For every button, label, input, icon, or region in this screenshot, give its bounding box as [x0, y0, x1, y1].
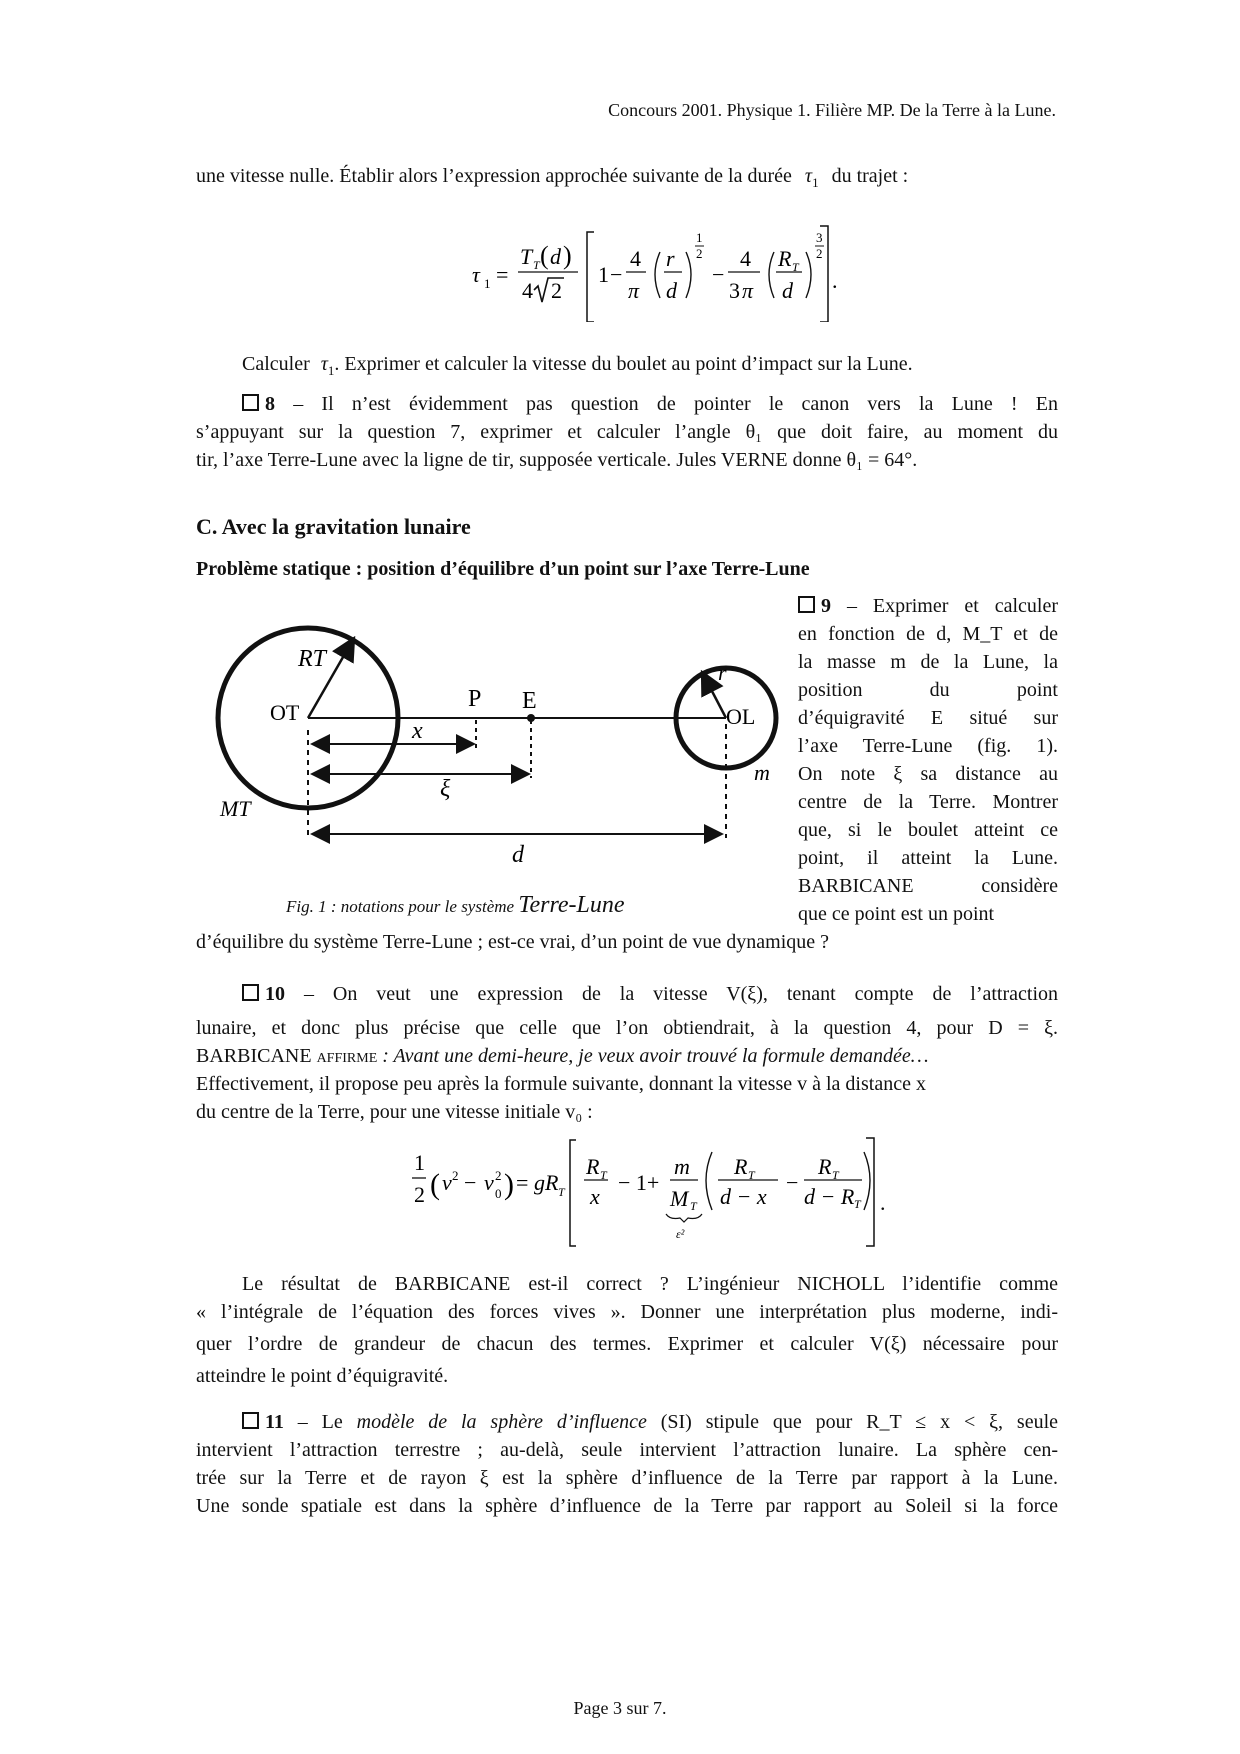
intro-paragraph: une vitesse nulle. Établir alors l’expression approchée suivante de la durée $\tau_1$ du trajet :: [196, 165, 909, 190]
svg-text:gR: gR: [534, 1170, 559, 1195]
checkbox-icon: [242, 394, 259, 411]
svg-text:R: R: [734, 1154, 748, 1179]
q10-line5: du centre de la Terre, pour une vitesse initiale v₀ :: [196, 1101, 593, 1123]
svg-text:2: 2: [495, 1168, 502, 1183]
calc-pre-text: Calculer: [242, 353, 310, 375]
svg-text:=: =: [516, 1170, 529, 1195]
section-c-heading: C. Avec la gravitation lunaire: [196, 514, 471, 539]
q9-number: 9: [821, 595, 831, 617]
svg-text:T: T: [533, 258, 540, 272]
svg-text:=: =: [496, 262, 509, 287]
q11-line3: trée sur la Terre et de rayon ξ est la sphère d’influence de la Terre par rapport à la Lune.: [196, 1467, 1058, 1489]
svg-text:2: 2: [551, 278, 562, 303]
label-r: r: [718, 660, 727, 685]
q9-line-6: On note ξ sa distance au: [798, 763, 1058, 785]
svg-text:2: 2: [414, 1182, 425, 1207]
formula-tau1: [460, 222, 840, 322]
svg-text:(: (: [430, 1168, 440, 1201]
q10-line3b: : Avant une demi-heure, je veux avoir trouvé la formule demandée…: [382, 1045, 929, 1067]
label-E: E: [522, 688, 537, 714]
svg-text:.: .: [832, 268, 838, 293]
svg-text:4: 4: [630, 246, 641, 271]
intro-text: une vitesse nulle. Établir alors l’expression approchée suivante de la durée: [196, 165, 792, 187]
q9-line-1: en fonction de d, M_T et de: [798, 623, 1058, 645]
label-RT: RT: [298, 646, 327, 672]
svg-text:T: T: [832, 1168, 839, 1182]
q9-line-7: centre de la Terre. Montrer: [798, 791, 1058, 813]
q10-line1-text: – On veut une expression de la vitesse V(ξ), tenant compte de l’attraction: [303, 983, 1058, 1005]
q9-line-3: position du point: [798, 679, 1058, 701]
svg-text:d − x: d − x: [720, 1184, 767, 1209]
svg-text:2: 2: [816, 246, 823, 261]
page-footer: Page 3 sur 7.: [573, 1698, 667, 1718]
svg-text:T: T: [792, 260, 799, 274]
subsection-heading: Problème statique : position d’équilibre d’un point sur l’axe Terre-Lune: [196, 558, 810, 580]
svg-text:d: d: [550, 244, 561, 269]
label-OL: OL: [726, 704, 756, 729]
svg-text:− 1+: − 1+: [618, 1170, 660, 1195]
q10-line3: [196, 1042, 1058, 1070]
q10-line2: lunaire, et donc plus précise que celle que l’on obtiendrait, à la question 4, pour D = ξ.: [196, 1017, 1058, 1039]
figure-earth-moon: [196, 620, 786, 890]
label-OT: OT: [270, 700, 300, 725]
q9-continuation: d’équilibre du système Terre-Lune ; est-ce vrai, d’un point de vue dynamique ?: [196, 931, 830, 953]
svg-text:d: d: [782, 278, 793, 303]
q11-line1c: (SI) stipule que pour R_T ≤ x < ξ, seule: [660, 1411, 1058, 1433]
svg-text:T: T: [558, 1185, 565, 1199]
calc-text: Exprimer et calculer la vitesse du boulet au point d’impact sur la Lune.: [344, 353, 913, 375]
svg-text:(: (: [540, 241, 549, 270]
q9-line-4: d’équigravité E situé sur: [798, 707, 1058, 729]
q9-line-2: la masse m de la Lune, la: [798, 651, 1058, 673]
result-line1: Le résultat de BARBICANE est-il correct ? L’ingénieur NICHOLL l’identifie comme: [242, 1273, 1058, 1295]
q9-line-9: point, il atteint la Lune.: [798, 847, 1058, 869]
q11-line1a: – Le: [297, 1411, 343, 1433]
q8-line2: s’appuyant sur la question 7, exprimer et calculer l’angle θ₁ que doit faire, au moment du: [196, 421, 1058, 443]
q8-line3: tir, l’axe Terre-Lune avec la ligne de tir, supposée verticale. Jules VERNE donne θ₁ = 64°.: [196, 449, 918, 471]
q10-line3a: BARBICANE affirme: [196, 1045, 378, 1067]
svg-text:R: R: [778, 246, 792, 271]
svg-text:−: −: [712, 262, 725, 287]
svg-text:): ): [504, 1168, 514, 1201]
formula-velocity: [408, 1134, 878, 1254]
label-xi: ξ: [440, 776, 451, 802]
svg-text:3: 3: [729, 278, 740, 303]
calc-paragraph: Calculer $\tau_1$. Exprimer et calculer la vitesse du boulet au point d’impact sur la Lune.: [242, 353, 913, 378]
svg-text:π: π: [628, 278, 640, 303]
svg-text:R: R: [818, 1154, 832, 1179]
svg-text:v: v: [484, 1170, 494, 1195]
q10-number: 10: [265, 983, 285, 1005]
result-line2: « l’intégrale de l’équation des forces vives ». Donner une interprétation plus moderne, indi-: [196, 1301, 1058, 1323]
q9-text-0: – Exprimer et calculer: [846, 595, 1058, 617]
q10-line1: [242, 980, 1058, 1008]
formula2-period: .: [880, 1190, 886, 1215]
svg-text:−: −: [786, 1170, 799, 1195]
svg-text:−: −: [610, 262, 623, 287]
svg-text:1: 1: [696, 230, 703, 245]
q11-line4: Une sonde spatiale est dans la sphère d’influence de la Terre par rapport au Soleil si la force: [196, 1495, 1058, 1517]
svg-text:τ: τ: [472, 262, 480, 287]
label-m: m: [754, 760, 770, 785]
caption-small: Fig. 1 : notations pour le système: [286, 897, 515, 916]
svg-text:d − R: d − R: [804, 1184, 855, 1209]
svg-text:d: d: [666, 278, 677, 303]
svg-text:r: r: [666, 246, 675, 271]
svg-text:T: T: [690, 1199, 697, 1213]
figure-caption: [286, 892, 625, 919]
q11-line1: [242, 1408, 1058, 1436]
svg-text:3: 3: [816, 230, 823, 245]
q9-line-10: BARBICANE considère: [798, 875, 1058, 897]
q9-line-11: que ce point est un point: [798, 903, 995, 925]
q8-number: 8: [265, 393, 275, 415]
svg-text:M: M: [670, 1186, 689, 1211]
svg-text:T: T: [748, 1168, 755, 1182]
result-line3: quer l’ordre de grandeur de chacun des termes. Exprimer et calculer V(ξ) nécessaire pour: [196, 1333, 1058, 1355]
checkbox-icon: [242, 984, 259, 1001]
svg-text:T: T: [520, 244, 533, 269]
checkbox-icon: [798, 596, 815, 613]
svg-text:R: R: [586, 1154, 600, 1179]
q11-line1b: modèle de la sphère d’influence: [356, 1411, 647, 1433]
label-MT: MT: [220, 796, 251, 821]
q11-line2: intervient l’attraction terrestre ; au-delà, seule intervient l’attraction lunaire. La sphère cen-: [196, 1439, 1058, 1461]
svg-text:1: 1: [414, 1150, 425, 1175]
label-P: P: [468, 686, 482, 712]
label-d: d: [512, 842, 524, 868]
svg-text:1: 1: [484, 276, 491, 291]
q10-line4: Effectivement, il propose peu après la formule suivante, donnant la vitesse v à la distance x: [196, 1073, 926, 1095]
svg-text:v: v: [442, 1170, 452, 1195]
svg-text:): ): [563, 241, 572, 270]
epsilon-squared: ε²: [676, 1227, 685, 1241]
intro-end-text: du trajet :: [831, 165, 909, 187]
svg-text:1: 1: [598, 262, 609, 287]
result-line4: atteindre le point d’équigravité.: [196, 1365, 449, 1387]
svg-text:T: T: [854, 1197, 861, 1211]
label-x: x: [412, 718, 423, 744]
checkbox-icon: [242, 1412, 259, 1429]
svg-text:T: T: [600, 1168, 607, 1182]
q9-line-8: que, si le boulet atteint ce: [798, 819, 1058, 841]
svg-text:π: π: [742, 278, 754, 303]
svg-text:2: 2: [452, 1168, 459, 1183]
svg-text:x: x: [590, 1184, 600, 1209]
svg-text:−: −: [464, 1170, 477, 1195]
svg-text:2: 2: [696, 246, 703, 261]
q8-line1: [242, 390, 1058, 418]
q9-line-5: l’axe Terre-Lune (fig. 1).: [798, 735, 1058, 757]
svg-text:4: 4: [740, 246, 751, 271]
running-header: Concours 2001. Physique 1. Filière MP. De la Terre à la Lune.: [608, 100, 1056, 120]
q11-number: 11: [265, 1411, 284, 1433]
q9-line-0: [798, 592, 1058, 620]
q8-line1-text: – Il n’est évidemment pas question de pointer le canon vers la Lune ! En: [293, 393, 1058, 415]
svg-text:0: 0: [495, 1186, 502, 1201]
svg-text:4: 4: [522, 278, 533, 303]
caption-big: Terre-Lune: [518, 892, 625, 918]
svg-text:m: m: [674, 1154, 690, 1179]
